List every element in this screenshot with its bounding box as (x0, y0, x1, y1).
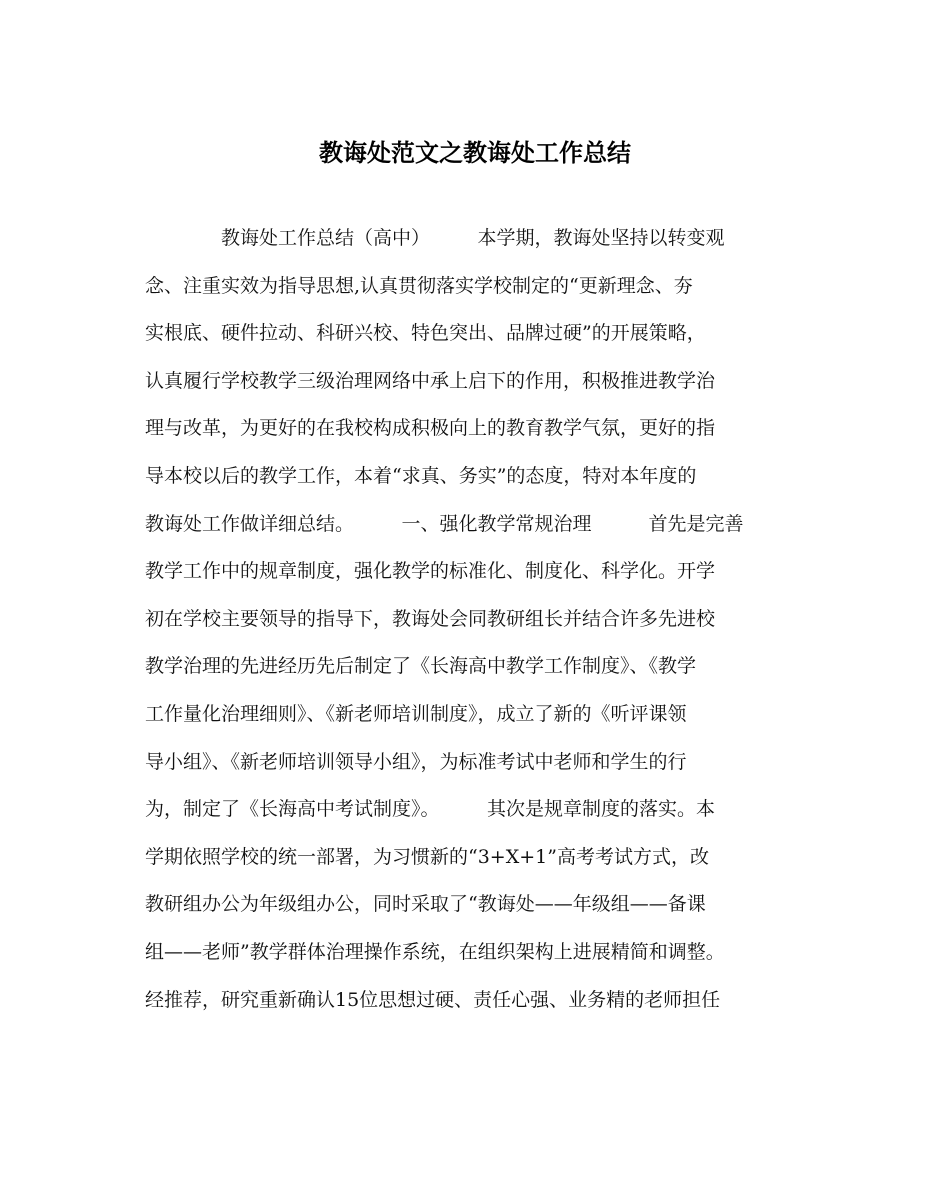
body-line-9: 初在学校主要领导的指导下，教诲处会同教研组长并结合许多先进校 (145, 607, 716, 630)
body-line-10: 教学治理的先进经历先后制定了《长海高中教学工作制度》、《教学 (145, 655, 697, 678)
body-line-7: 教诲处工作做详细总结。 一、强化教学常规治理 首先是完善 (145, 512, 744, 535)
document-title: 教诲处范文之教诲处工作总结 (319, 138, 631, 167)
body-line-17: 经推荐，研究重新确认15位思想过硬、责任心强、业务精的老师担任 (145, 988, 721, 1011)
body-line-13: 为，制定了《长海高中考试制度》。 其次是规章制度的落实。本 (145, 798, 716, 821)
body-line-5: 理与改革，为更好的在我校构成积极向上的教育教学气氛，更好的指 (145, 417, 716, 440)
body-line-11: 工作量化治理细则》、《新老师培训制度》，成立了新的《听评课领 (145, 702, 687, 725)
body-line-14: 学期依照学校的统一部署，为习惯新的“3+X+1”高考考试方式，改 (145, 845, 709, 868)
document-body (145, 218, 815, 1027)
body-line-15: 教研组办公为年级组办公，同时采取了“教诲处——年级组——备课 (145, 893, 706, 916)
body-line-4: 认真履行学校教学三级治理网络中承上启下的作用，积极推进教学治 (145, 369, 716, 392)
body-line-16: 组——老师”教学群体治理操作系统，在组织架构上进展精简和调整。 (145, 940, 725, 963)
body-line-8: 教学工作中的规章制度，强化教学的标准化、制度化、科学化。开学 (145, 560, 716, 583)
body-line-6: 导本校以后的教学工作，本着“求真、务实”的态度，特对本年度的 (145, 464, 697, 487)
body-line-3: 实根底、硬件拉动、科研兴校、特色突出、品牌过硬”的开展策略， (145, 322, 706, 345)
body-line-12: 导小组》、《新老师培训领导小组》，为标准考试中老师和学生的行 (145, 750, 687, 773)
body-line-1: 教诲处工作总结（高中） 本学期，教诲处坚持以转变观 (145, 227, 725, 249)
body-line-2: 念、注重实效为指导思想,认真贯彻落实学校制定的“更新理念、夯 (145, 274, 693, 297)
